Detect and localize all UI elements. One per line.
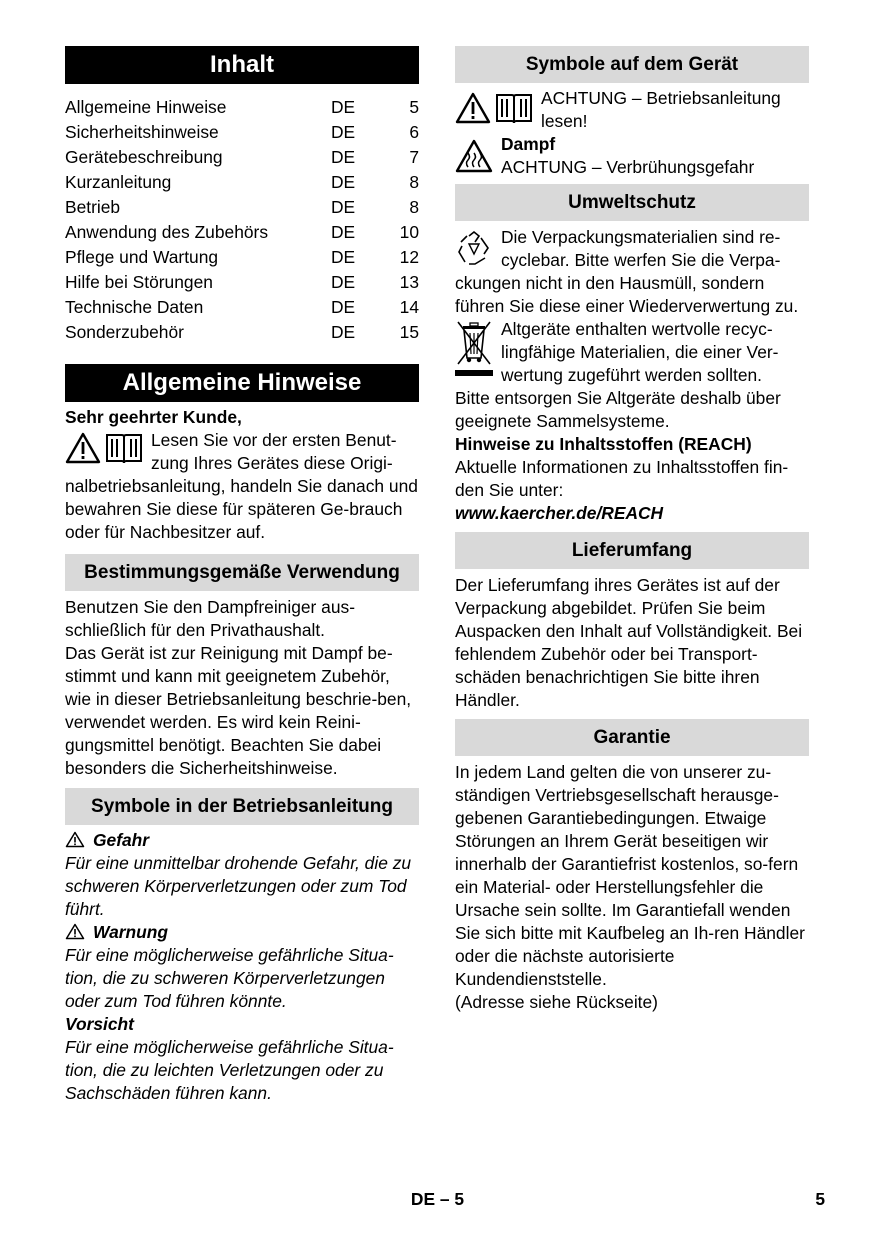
warnung-label: Warnung — [93, 922, 169, 942]
dampf-label: Dampf — [501, 134, 556, 154]
warnung-label-row — [65, 921, 419, 944]
toc-entry-page: 7 — [409, 147, 419, 167]
recycle-icon — [455, 230, 493, 268]
warning-triangle-icon — [65, 432, 101, 464]
toc-entry-page: 8 — [409, 172, 419, 192]
recycle-icons — [455, 230, 493, 268]
reach-link[interactable]: www.kaercher.de/REACH — [455, 503, 664, 523]
intro-icons — [65, 432, 143, 464]
toc-entry[interactable] — [65, 245, 419, 270]
toc-entry-lang: DE — [331, 247, 356, 267]
weee-rest-text: Bitte entsorgen Sie Altgeräte deshalb über geeignete Sammelsysteme. — [455, 388, 781, 431]
vorsicht-text: Für eine möglicherweise gefährliche Situa-tion, die zu leichten Verletzungen oder zu Sachschäden führen kann. — [65, 1037, 394, 1103]
gefahr-label-row — [65, 829, 419, 852]
footer-page-number: 5 — [815, 1189, 825, 1209]
gefahr-label: Gefahr — [93, 830, 150, 850]
toc-entry[interactable] — [65, 270, 419, 295]
toc-entry[interactable] — [65, 320, 419, 345]
steam-text — [501, 133, 754, 179]
section-heading-allgemeine-hinweise: Allgemeine Hinweise — [65, 364, 419, 402]
toc-heading: Inhalt — [65, 46, 419, 84]
greeting: Sehr geehrter Kunde, — [65, 407, 242, 427]
toc-entry-lang: DE — [331, 222, 356, 242]
toc-entry[interactable] — [65, 195, 419, 220]
gefahr-text: Für eine unmittelbar drohende Gefahr, die zu schweren Körperverletzungen oder zum Tod führt. — [65, 853, 412, 919]
steam-icons — [455, 139, 493, 173]
recycle-block — [455, 226, 809, 318]
toc-entry[interactable] — [65, 170, 419, 195]
bestimmung-paragraph-1: Benutzen Sie den Dampfreiniger aus-schließlich für den Privathaushalt. — [65, 597, 356, 640]
weee-icons — [455, 320, 493, 378]
weee-text: Altgeräte enthalten wertvolle recyc-lingfähige Materialien, die einer Ver-wertung zugeführt werden sollten. — [501, 319, 779, 385]
toc-entry-title: Allgemeine Hinweise — [65, 97, 227, 117]
section-heading-lieferumfang: Lieferumfang — [455, 532, 809, 569]
warning-small-icon — [65, 831, 85, 848]
recycle-line-1: Die Verpackungsmaterialien sind re- — [501, 227, 781, 247]
steam-hazard-icon — [455, 139, 493, 173]
symbol-row-steam — [455, 133, 809, 179]
achtung-steam-text: ACHTUNG – Verbrühungsgefahr — [501, 157, 755, 177]
toc-entry-page: 6 — [409, 122, 419, 142]
toc-entry-title: Gerätebeschreibung — [65, 147, 223, 167]
toc-entry-title: Technische Daten — [65, 297, 204, 317]
intro-block — [65, 429, 419, 544]
toc-entry[interactable] — [65, 120, 419, 145]
right-column — [455, 46, 809, 1014]
section-heading-umweltschutz: Umweltschutz — [455, 184, 809, 221]
toc-entry-title: Betrieb — [65, 197, 121, 217]
lieferumfang-text: Der Lieferumfang ihres Gerätes ist auf der Verpackung abgebildet. Prüfen Sie beim Auspacken den Inhalt auf Vollständigkeit. Bei fehlendem Zubehör oder bei Transport-schäden benachrichtigen Sie bitte ihren Händler. — [455, 575, 803, 710]
toc-entry-title: Kurzanleitung — [65, 172, 172, 192]
intro-text: nalbetriebsanleitung, handeln Sie danach und bewahren Sie diese für späteren Ge-brauch oder für Nachbesitzer auf. — [65, 476, 418, 542]
toc-entry[interactable] — [65, 95, 419, 120]
symbol-row-manual — [455, 87, 809, 133]
toc-entry-page: 13 — [399, 272, 419, 292]
recycle-line-2: cyclebar. Bitte werfen Sie die Verpa- — [501, 250, 781, 270]
toc-entry-title: Anwendung des Zubehörs — [65, 222, 269, 242]
section-heading-bestimmung: Bestimmungsgemäße Verwendung — [65, 554, 419, 591]
manual-book-icon — [105, 432, 143, 464]
section-heading-symbole-geraet: Symbole auf dem Gerät — [455, 46, 809, 83]
symbol-icons — [455, 92, 533, 124]
intro-line-1: Lesen Sie vor der ersten Benut- — [151, 430, 397, 450]
toc-entry-page: 10 — [399, 222, 419, 242]
section-heading-garantie: Garantie — [455, 719, 809, 756]
toc-entry-page: 15 — [399, 322, 419, 342]
toc-entry-lang: DE — [331, 147, 356, 167]
toc-entry[interactable] — [65, 220, 419, 245]
toc-entry-lang: DE — [331, 172, 356, 192]
table-of-contents — [65, 95, 419, 345]
weee-row — [455, 318, 809, 387]
vorsicht-label: Vorsicht — [65, 1014, 134, 1034]
warning-triangle-icon — [455, 92, 491, 124]
reach-text: Aktuelle Informationen zu Inhaltsstoffen fin-den Sie unter: — [455, 457, 789, 500]
toc-entry-lang: DE — [331, 197, 356, 217]
toc-entry[interactable] — [65, 295, 419, 320]
warning-small-icon — [65, 923, 85, 940]
warnung-text: Für eine möglicherweise gefährliche Situa-tion, die zu schweren Körperverletzungen oder zum Tod führen könnte. — [65, 945, 394, 1011]
bestimmung-paragraph-2: Das Gerät ist zur Reinigung mit Dampf be-stimmt und kann mit geeignetem Zubehör, wie in dieser Betriebsanleitung beschrie-ben, verwendet werden. Es wird kein Reini-gungsmittel benötigt. Beachten Sie dabei besonders die Sicherheitshinweise. — [65, 643, 412, 778]
toc-entry-title: Sonderzubehör — [65, 322, 184, 342]
toc-entry-page: 14 — [399, 297, 419, 317]
toc-entry-title: Hilfe bei Störungen — [65, 272, 213, 292]
toc-entry-lang: DE — [331, 97, 356, 117]
manual-book-icon — [495, 92, 533, 124]
toc-entry-page: 12 — [399, 247, 419, 267]
crossed-bin-icon — [455, 320, 493, 378]
toc-entry-lang: DE — [331, 272, 356, 292]
toc-entry-title: Pflege und Wartung — [65, 247, 219, 267]
reach-title: Hinweise zu Inhaltsstoffen (REACH) — [455, 434, 752, 454]
toc-entry-lang: DE — [331, 297, 356, 317]
recycle-text: ckungen nicht in den Hausmüll, sondern führen Sie diese einer Wiederverwertung zu. — [455, 273, 799, 316]
footer-page-label: DE – 5 — [410, 1189, 465, 1209]
toc-entry-title: Sicherheitshinweise — [65, 122, 219, 142]
left-column — [65, 46, 419, 1105]
achtung-manual-text: ACHTUNG – Betriebsanleitung lesen! — [541, 88, 781, 131]
garantie-text: In jedem Land gelten die von unserer zu-ständigen Vertriebsgesellschaft herausge-gebenen Garantiebedingungen. Etwaige Störungen an Ihrem Gerät beseitigen wir innerhalb der Garantiefrist kostenlos, so-fern ein Material- oder Herstellungsfehler die Ursache sein sollte. Im Garantiefall wenden Sie sich bitte mit Kaufbeleg an Ih-ren Händler oder die nächste autorisierte Kundendienststelle. — [455, 762, 805, 989]
toc-entry-page: 8 — [409, 197, 419, 217]
toc-entry[interactable] — [65, 145, 419, 170]
toc-entry-lang: DE — [331, 322, 356, 342]
toc-entry-page: 5 — [409, 97, 419, 117]
section-heading-symbole-anleitung: Symbole in der Betriebsanleitung — [65, 788, 419, 825]
intro-line-2: zung Ihres Gerätes diese Origi- — [151, 453, 393, 473]
garantie-address: (Adresse siehe Rückseite) — [455, 992, 658, 1012]
toc-entry-lang: DE — [331, 122, 356, 142]
